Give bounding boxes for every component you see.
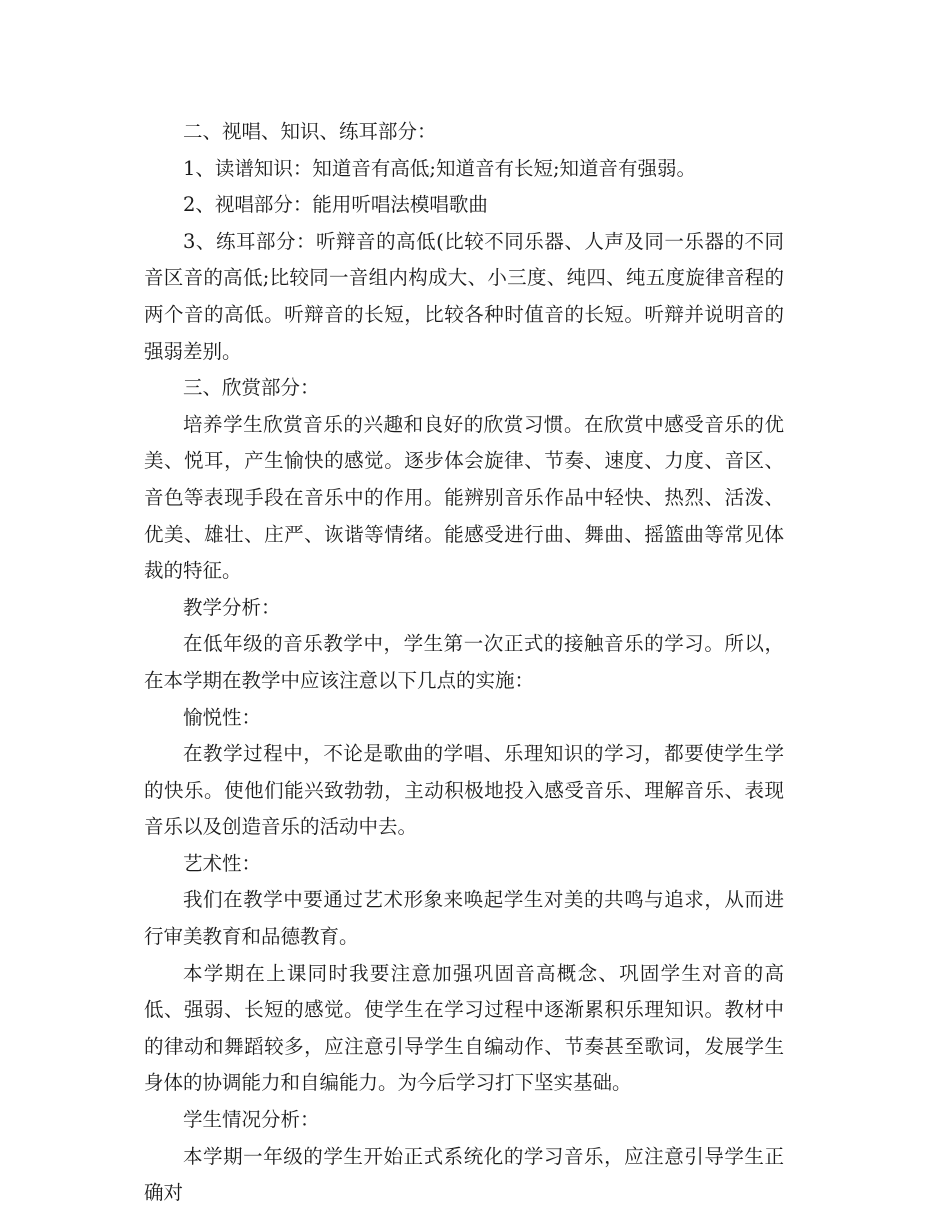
paragraph-notation-knowledge: 1、读谱知识：知道音有高低;知道音有长短;知道音有强弱。 <box>183 156 697 180</box>
subheading-enjoyment: 愉悦性： <box>183 705 262 729</box>
subheading-artistry: 艺术性： <box>183 851 262 875</box>
paragraph-appreciation: 培养学生欣赏音乐的兴趣和良好的欣赏习惯。在欣赏中感受音乐的优美、悦耳，产生愉快的感觉。逐步体会旋律、节奏、速度、力度、音区、音色等表现手段在音乐中的作用。能辨别音乐作品中轻快、热烈、活泼、优美、雄壮、庄严、诙谐等情绪。能感受进行曲、舞曲、摇篮曲等常见体裁的特征。 <box>144 412 784 583</box>
paragraph-student-analysis: 本学期一年级的学生开始正式系统化的学习音乐，应注意引导学生正确对 <box>144 1144 784 1205</box>
document-body <box>144 114 784 1212</box>
paragraph-ear-training: 3、练耳部分：听辩音的高低(比较不同乐器、人声及同一乐器的不同音区音的高低;比较同一音组内构成大、小三度、纯四、纯五度旋律音程的两个音的高低。听辩音的长短，比较各种时值音的长短。听辩并说明音的强弱差别。 <box>144 229 784 363</box>
paragraph-teaching-analysis: 在低年级的音乐教学中，学生第一次正式的接触音乐的学习。所以，在本学期在教学中应该注意以下几点的实施： <box>144 632 784 692</box>
section-heading-student-analysis: 学生情况分析： <box>183 1108 320 1132</box>
paragraph-semester-focus: 本学期在上课同时我要注意加强巩固音高概念、巩固学生对音的高低、强弱、长短的感觉。使学生在学习过程中逐渐累积乐理知识。教材中的律动和舞蹈较多，应注意引导学生自编动作、节奏甚至歌词，发展学生身体的协调能力和自编能力。为今后学习打下坚实基础。 <box>144 961 784 1095</box>
paragraph-artistry: 我们在教学中要通过艺术形象来唤起学生对美的共鸣与追求，从而进行审美教育和品德教育。 <box>144 888 784 949</box>
paragraph-sight-singing: 2、视唱部分：能用听唱法模唱歌曲 <box>183 193 488 217</box>
paragraph-enjoyment: 在教学过程中，不论是歌曲的学唱、乐理知识的学习，都要使学生学的快乐。使他们能兴致勃勃，主动积极地投入感受音乐、理解音乐、表现音乐以及创造音乐的活动中去。 <box>144 742 784 839</box>
section-heading-sight-singing: 二、视唱、知识、练耳部分： <box>183 120 437 143</box>
section-heading-appreciation: 三、欣赏部分： <box>183 376 320 400</box>
section-heading-teaching-analysis: 教学分析： <box>183 595 281 619</box>
